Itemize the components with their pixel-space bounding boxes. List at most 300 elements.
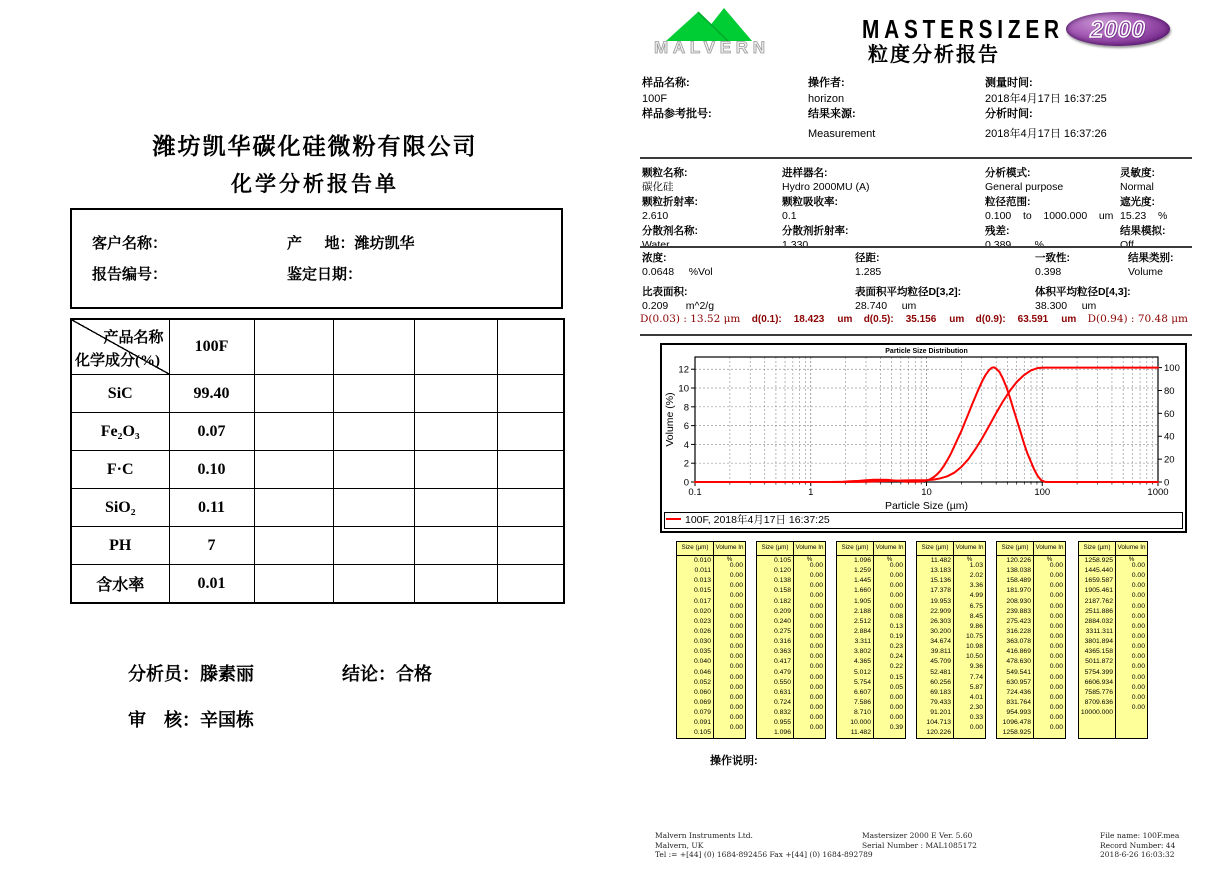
size-value: 0.105 xyxy=(693,729,711,737)
size-value: 0.240 xyxy=(773,617,791,625)
footer-line: 2018-6-26 16:03:32 xyxy=(1100,850,1175,859)
field-label: 测量时间: xyxy=(985,77,1033,89)
field-label: 灵敏度: xyxy=(1120,167,1155,179)
size-value: 1.660 xyxy=(853,587,871,595)
empty-cell xyxy=(254,527,333,565)
footer-line: Malvern Instruments Ltd. xyxy=(655,831,753,840)
table-row xyxy=(71,527,564,565)
field-label: 比表面积: xyxy=(642,286,688,298)
size-value: 416.869 xyxy=(1006,648,1031,656)
size-header-cell: Size (µm) xyxy=(917,542,954,555)
volume-value: 0.00 xyxy=(729,612,743,620)
d-value xyxy=(864,314,965,325)
component-name-cell: F·C xyxy=(71,451,169,489)
size-header-cell: Size (µm) xyxy=(757,542,794,555)
component-value-cell: 0.11 xyxy=(169,489,254,527)
size-value: 0.120 xyxy=(773,567,791,575)
size-column xyxy=(1079,556,1116,739)
empty-cell xyxy=(254,489,333,527)
size-value: 0.052 xyxy=(693,678,711,686)
volume-value: 5.87 xyxy=(969,683,983,691)
size-value: 4365.158 xyxy=(1084,648,1113,656)
volume-value: 0.00 xyxy=(729,592,743,600)
field-value: 0.0648 %Vol xyxy=(642,266,713,278)
table-row xyxy=(71,489,564,527)
empty-cell xyxy=(414,451,497,489)
footer-line: Tel := +[44] (0) 1684-892456 Fax +[44] (0) 1684-892789 xyxy=(655,850,873,859)
table-header-row xyxy=(71,319,564,375)
field-label: 颗粒名称: xyxy=(642,167,688,179)
volume-value: 0.00 xyxy=(1131,663,1145,671)
component-name-cell: PH xyxy=(71,527,169,565)
volume-value: 0.00 xyxy=(1131,582,1145,590)
volume-value: 0.00 xyxy=(809,582,823,590)
size-value: 181.970 xyxy=(1006,587,1031,595)
volume-value: 0.00 xyxy=(729,683,743,691)
chart-title: Particle Size Distribution xyxy=(885,348,968,355)
analyst-signature: 分析员：滕素丽 xyxy=(128,664,254,684)
volume-value: 0.15 xyxy=(889,673,903,681)
size-value: 0.079 xyxy=(693,709,711,717)
diag-bottom-label: 化学成分(%) xyxy=(75,353,160,369)
size-value: 13.183 xyxy=(930,567,951,575)
size-value: 316.228 xyxy=(1006,627,1031,635)
empty-cell xyxy=(497,375,564,413)
size-value: 6.607 xyxy=(853,688,871,696)
volume-header-cell: Volume In % xyxy=(795,544,824,563)
field-label: 结果模拟: xyxy=(1120,224,1166,237)
divider-2 xyxy=(640,246,1192,248)
volume-value: 0.00 xyxy=(1049,714,1063,722)
size-value: 0.060 xyxy=(693,688,711,696)
size-value: 5011.872 xyxy=(1085,658,1113,666)
params-column xyxy=(1120,166,1167,252)
size-value: 104.713 xyxy=(926,719,951,727)
volume-value: 0.00 xyxy=(729,602,743,610)
table-row xyxy=(71,413,564,451)
field-label: 径距: xyxy=(855,252,880,264)
field-label: 粒径范围: xyxy=(985,195,1031,208)
field-label: 分散剂名称: xyxy=(642,224,698,237)
y-left-tick-label: 4 xyxy=(683,439,689,451)
volume-value: 0.00 xyxy=(809,562,823,569)
volume-header-cell: Volume In % xyxy=(875,544,904,563)
results-column xyxy=(1035,251,1131,313)
d-unit: um xyxy=(837,314,853,325)
size-value: 8.710 xyxy=(853,709,871,717)
volume-value: 0.00 xyxy=(1049,632,1063,640)
volume-value: 0.00 xyxy=(1131,683,1145,691)
size-value: 79.433 xyxy=(930,698,951,706)
volume-value: 0.24 xyxy=(889,653,903,661)
volume-value: 0.00 xyxy=(809,693,823,701)
size-value: 478.630 xyxy=(1006,658,1031,666)
volume-value: 0.00 xyxy=(729,582,743,590)
size-table-body xyxy=(677,556,745,739)
volume-value: 0.00 xyxy=(1049,602,1063,610)
mastersizer-2000-badge xyxy=(1066,12,1170,46)
empty-cell xyxy=(254,413,333,451)
size-value: 19.953 xyxy=(930,597,951,605)
size-value: 0.035 xyxy=(693,648,711,656)
size-value: 954.993 xyxy=(1006,709,1031,717)
volume-value: 0.00 xyxy=(809,714,823,722)
particle-size-chart xyxy=(660,343,1187,533)
component-name-cell: 含水率 xyxy=(71,565,169,604)
size-value: 2.188 xyxy=(853,607,871,615)
volume-value: 0.00 xyxy=(1131,592,1145,600)
legend-line-sample xyxy=(666,518,681,520)
size-table xyxy=(836,541,906,739)
empty-cell xyxy=(497,565,564,604)
volume-value: 7.74 xyxy=(969,673,983,681)
volume-value: 0.00 xyxy=(889,562,903,569)
field-label: 样品参考批号: xyxy=(642,108,712,120)
params-column xyxy=(782,166,870,252)
size-value: 22.909 xyxy=(930,607,951,615)
appraisal-date-label: 鉴定日期： xyxy=(287,267,363,283)
size-header-cell: Size (µm) xyxy=(677,542,714,555)
volume-value: 0.33 xyxy=(969,714,983,722)
size-value: 138.038 xyxy=(1006,567,1031,575)
y-axis-label: Volume (%) xyxy=(664,392,676,447)
x-tick-label: 10 xyxy=(921,487,932,498)
volume-value: 0.00 xyxy=(1049,673,1063,681)
field-value: 0.100 to 1000.000 um xyxy=(985,210,1114,223)
field-value: 2.610 xyxy=(642,210,669,223)
divider-3 xyxy=(640,334,1192,336)
mastersizer-brand: MASTERSIZER xyxy=(862,14,1064,44)
size-column xyxy=(677,556,714,739)
operation-notes-label: 操作说明: xyxy=(710,755,758,767)
size-value: 2187.762 xyxy=(1084,597,1113,605)
volume-value: 0.00 xyxy=(809,673,823,681)
d-label: d(0.1): xyxy=(751,314,782,325)
field-label: 表面积平均粒径D[3,2]: xyxy=(855,286,962,298)
component-value-cell: 0.10 xyxy=(169,451,254,489)
volume-value: 0.00 xyxy=(1049,653,1063,661)
volume-value: 0.00 xyxy=(809,643,823,651)
size-value: 10000.000 xyxy=(1080,709,1113,717)
product-name-cell: 100F xyxy=(169,319,254,375)
field-value xyxy=(642,127,712,143)
size-value: 34.674 xyxy=(930,638,951,646)
empty-cell xyxy=(254,451,333,489)
d-label: d(0.9): xyxy=(975,314,1006,325)
volume-value: 0.00 xyxy=(889,693,903,701)
size-value: 1.259 xyxy=(853,567,871,575)
empty-cell xyxy=(414,565,497,604)
size-value: 0.069 xyxy=(693,698,711,706)
y-right-tick-label: 60 xyxy=(1164,408,1175,420)
size-column xyxy=(757,556,794,739)
volume-value: 0.13 xyxy=(889,622,903,630)
field-value: 碳化硅 xyxy=(642,181,674,194)
field-value: Measurement xyxy=(808,127,876,140)
size-value: 239.883 xyxy=(1006,607,1031,615)
size-value: 0.017 xyxy=(693,597,711,605)
chart-legend xyxy=(664,512,1183,529)
size-value: 2.884 xyxy=(853,627,871,635)
frequency-curve xyxy=(695,367,1158,482)
volume-value: 0.00 xyxy=(889,602,903,610)
volume-value: 9.36 xyxy=(969,663,983,671)
size-value: 3.802 xyxy=(853,648,871,656)
field-value: 100F xyxy=(642,92,668,105)
d-number: 35.156 xyxy=(905,314,937,325)
size-value: 39.811 xyxy=(930,648,951,656)
size-value: 0.138 xyxy=(773,577,791,585)
empty-cell xyxy=(333,375,414,413)
volume-value: 0.00 xyxy=(729,572,743,580)
size-value: 0.010 xyxy=(693,557,711,564)
field-label: 颗粒折射率: xyxy=(642,195,698,208)
volume-value: 0.39 xyxy=(889,724,903,732)
size-value: 0.363 xyxy=(773,648,791,656)
field-value: General purpose xyxy=(985,181,1064,194)
volume-value: 0.00 xyxy=(1131,643,1145,651)
volume-value: 0.00 xyxy=(1131,693,1145,701)
d-number: 18.423 xyxy=(793,314,825,325)
size-value: 7585.776 xyxy=(1084,688,1113,696)
x-tick-label: 0.1 xyxy=(688,487,702,498)
size-value: 6606.934 xyxy=(1084,678,1113,686)
size-value: 1659.587 xyxy=(1084,577,1113,585)
empty-cell xyxy=(333,527,414,565)
size-value: 2.512 xyxy=(853,617,871,625)
empty-cell xyxy=(414,527,497,565)
volume-value: 9.86 xyxy=(969,622,983,630)
size-value: 0.026 xyxy=(693,627,711,635)
size-value: 275.423 xyxy=(1006,617,1031,625)
diagonal-header-cell xyxy=(71,319,169,375)
size-value: 4.365 xyxy=(853,658,871,666)
sample-info-column xyxy=(985,76,1107,142)
y-right-tick-label: 0 xyxy=(1164,477,1170,489)
volume-column xyxy=(954,556,985,739)
volume-value: 0.00 xyxy=(889,703,903,711)
d-unit: um xyxy=(1061,314,1077,325)
sample-info-column xyxy=(642,76,712,142)
volume-value: 2.30 xyxy=(969,703,983,711)
size-value: 5.012 xyxy=(853,668,871,676)
component-value-cell: 0.01 xyxy=(169,565,254,604)
volume-value: 0.00 xyxy=(1131,602,1145,610)
y-right-tick-label: 20 xyxy=(1164,454,1175,466)
empty-cell xyxy=(414,375,497,413)
size-value: 8709.636 xyxy=(1084,698,1113,706)
volume-value: 0.00 xyxy=(809,622,823,630)
size-value: 52.481 xyxy=(930,668,951,676)
empty-cell xyxy=(497,527,564,565)
component-name-cell: Fe₂O₃ xyxy=(71,413,169,451)
y-left-tick-label: 6 xyxy=(683,421,689,433)
volume-value: 0.00 xyxy=(1049,582,1063,590)
field-label: 遮光度: xyxy=(1120,195,1155,208)
volume-value: 0.00 xyxy=(809,683,823,691)
volume-value: 0.00 xyxy=(1131,703,1145,711)
empty-cell xyxy=(333,489,414,527)
size-value: 15.136 xyxy=(930,577,951,585)
size-value: 5.754 xyxy=(853,678,871,686)
size-value: 26.303 xyxy=(930,617,951,625)
report-title-right: 粒度分析报告 xyxy=(868,44,1000,66)
size-value: 0.091 xyxy=(693,719,711,727)
size-value: 91.201 xyxy=(930,709,951,717)
size-table-body xyxy=(757,556,825,739)
volume-value: 0.00 xyxy=(809,724,823,732)
volume-value: 0.19 xyxy=(889,632,903,640)
component-value-cell: 0.07 xyxy=(169,413,254,451)
volume-value: 0.22 xyxy=(889,663,903,671)
size-value: 120.226 xyxy=(926,729,951,737)
size-column xyxy=(837,556,874,739)
size-value: 1258.925 xyxy=(1002,729,1031,737)
size-header-cell: Size (µm) xyxy=(1079,542,1116,555)
empty-cell xyxy=(254,565,333,604)
footer-file xyxy=(1100,831,1179,860)
empty-cell xyxy=(414,319,497,375)
empty-cell xyxy=(497,319,564,375)
volume-value: 0.00 xyxy=(1131,653,1145,661)
company-title: 潍坊凯华碳化硅微粉有限公司 xyxy=(152,134,478,159)
table-row xyxy=(71,451,564,489)
size-value: 0.550 xyxy=(773,678,791,686)
volume-value: 0.00 xyxy=(809,663,823,671)
y-left-tick-label: 12 xyxy=(678,364,689,376)
size-value: 0.105 xyxy=(773,557,791,564)
volume-value: 4.01 xyxy=(969,693,983,701)
size-value: 10.000 xyxy=(850,719,871,727)
table-row xyxy=(71,375,564,413)
footer-version xyxy=(862,831,977,850)
legend-text: 100F, 2018年4月17日 16:37:25 xyxy=(685,514,830,526)
volume-value: 0.00 xyxy=(809,602,823,610)
size-value: 30.200 xyxy=(930,627,951,635)
size-value: 1.445 xyxy=(853,577,871,585)
y-left-tick-label: 2 xyxy=(683,458,689,470)
report-title-left: 化学分析报告单 xyxy=(231,172,399,196)
empty-cell xyxy=(333,319,414,375)
size-value: 11.482 xyxy=(850,729,871,737)
volume-value: 0.00 xyxy=(1049,572,1063,580)
size-value: 17.378 xyxy=(930,587,951,595)
component-name-cell: SiO₂ xyxy=(71,489,169,527)
volume-value: 0.00 xyxy=(1131,673,1145,681)
empty-cell xyxy=(333,413,414,451)
empty-cell xyxy=(254,375,333,413)
empty-cell xyxy=(254,319,333,375)
volume-value: 10.75 xyxy=(965,632,983,640)
volume-value: 6.75 xyxy=(969,602,983,610)
size-value: 11.482 xyxy=(930,557,951,564)
footer-company xyxy=(655,831,873,860)
size-value: 69.183 xyxy=(930,688,951,696)
field-label: 进样器名: xyxy=(782,167,828,179)
size-table-body xyxy=(1079,556,1147,739)
table-row xyxy=(71,565,564,604)
volume-value: 0.00 xyxy=(809,653,823,661)
volume-header-cell: Volume In % xyxy=(715,544,744,563)
volume-value: 0.00 xyxy=(1131,622,1145,630)
size-value: 0.316 xyxy=(773,638,791,646)
size-value: 0.275 xyxy=(773,627,791,635)
component-name-cell: SiC xyxy=(71,375,169,413)
volume-value: 1.03 xyxy=(969,562,983,569)
chart-canvas xyxy=(662,345,1185,515)
x-axis-label: Particle Size (µm) xyxy=(884,500,969,512)
empty-cell xyxy=(414,413,497,451)
field-value: 38.300 um xyxy=(1035,300,1097,312)
volume-value: 0.00 xyxy=(1049,562,1063,569)
field-value: Hydro 2000MU (A) xyxy=(782,181,870,194)
size-table xyxy=(756,541,826,739)
size-value: 3.311 xyxy=(854,638,871,646)
volume-value: 0.00 xyxy=(729,703,743,711)
x-tick-label: 1 xyxy=(808,487,814,498)
field-label: 结果来源: xyxy=(808,108,856,120)
field-label: 残差: xyxy=(985,224,1010,237)
empty-cell xyxy=(497,413,564,451)
size-header-cell: Size (µm) xyxy=(997,542,1034,555)
size-value: 1.905 xyxy=(853,597,871,605)
volume-value: 10.50 xyxy=(965,653,983,661)
chemical-analysis-table xyxy=(70,318,565,604)
size-value: 831.764 xyxy=(1006,698,1031,706)
volume-value: 0.00 xyxy=(1049,643,1063,651)
volume-value: 2.02 xyxy=(969,572,983,580)
badge-2000-text: 2000 xyxy=(1090,15,1146,42)
d-value-serif: D(0.03) : 13.52 μm xyxy=(640,313,741,325)
volume-value: 0.00 xyxy=(889,592,903,600)
size-value: 0.832 xyxy=(773,709,791,717)
volume-value: 0.00 xyxy=(729,663,743,671)
size-value: 0.631 xyxy=(773,688,791,696)
field-value: 0.209 m^2/g xyxy=(642,300,715,312)
y-right-tick-label: 40 xyxy=(1164,431,1175,443)
size-value: 60.256 xyxy=(930,678,951,686)
empty-cell xyxy=(497,489,564,527)
diag-top-label: 产品名称 xyxy=(103,330,164,346)
volume-value: 0.00 xyxy=(1131,562,1145,569)
field-value: Volume xyxy=(1128,266,1164,278)
field-value: horizon xyxy=(808,92,845,105)
size-value: 0.182 xyxy=(773,597,791,605)
volume-value: 0.00 xyxy=(809,632,823,640)
d-label: d(0.5): xyxy=(863,314,894,325)
field-label: 分散剂折射率: xyxy=(782,224,849,237)
d-unit: um xyxy=(949,314,965,325)
volume-column xyxy=(1034,556,1065,739)
size-value: 0.479 xyxy=(773,668,791,676)
origin-label: 产 地：潍坊凯华 xyxy=(287,236,415,252)
volume-value: 0.00 xyxy=(889,582,903,590)
malvern-logo xyxy=(648,5,776,55)
volume-value: 0.00 xyxy=(729,622,743,630)
component-value-cell: 99.40 xyxy=(169,375,254,413)
size-value: 0.955 xyxy=(773,719,791,727)
volume-value: 0.00 xyxy=(729,653,743,661)
volume-value: 0.00 xyxy=(889,572,903,580)
size-value: 158.489 xyxy=(1006,577,1031,585)
malvern-logo-text: MALVERN xyxy=(654,38,766,55)
size-value: 1905.461 xyxy=(1084,587,1113,595)
volume-column xyxy=(794,556,825,739)
size-value: 45.709 xyxy=(930,658,951,666)
size-column xyxy=(997,556,1034,739)
field-label: 颗粒吸收率: xyxy=(782,195,838,208)
y-right-tick-label: 100 xyxy=(1164,363,1180,375)
